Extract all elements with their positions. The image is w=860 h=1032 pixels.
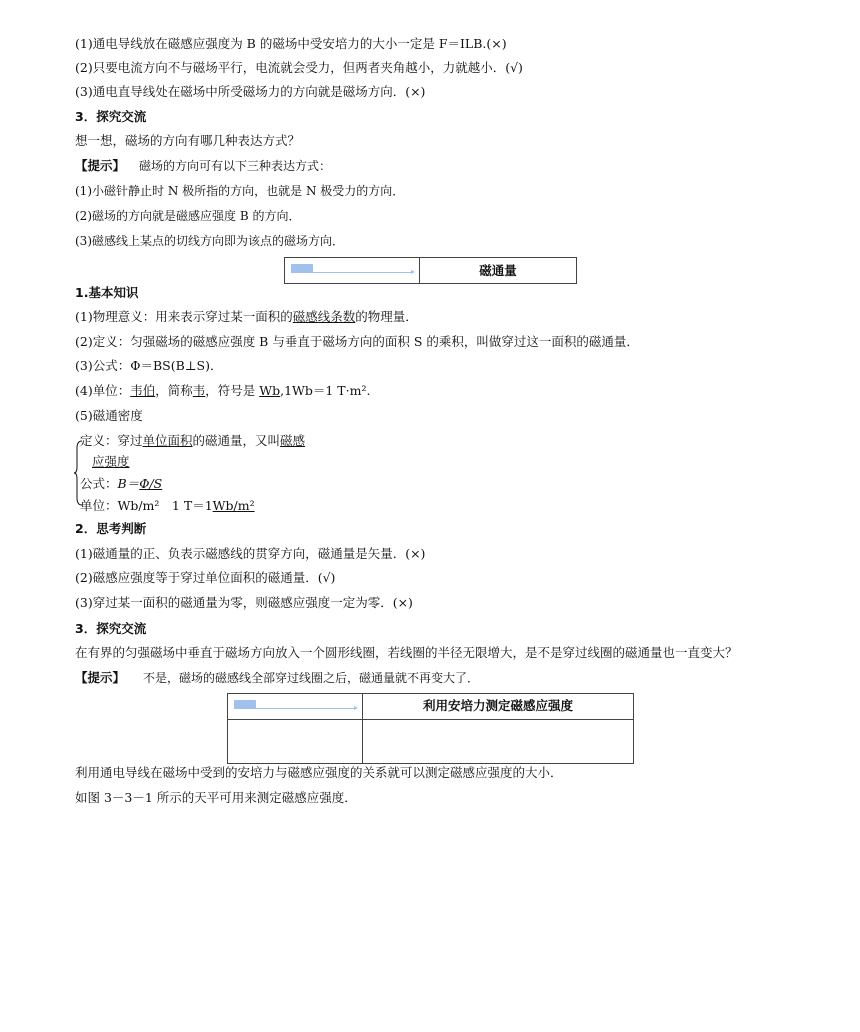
judge-item-2: (2)磁感应强度等于穿过单位面积的磁通量．(√) [75, 570, 336, 585]
judge-item-3: (3)通电直导线处在磁场中所受磁场力的方向就是磁场方向．(×) [75, 84, 426, 99]
table-label-cell [285, 258, 420, 283]
hint-text: 不是，磁场的磁感线全部穿过线圈之后，磁通量就不再变大了． [143, 671, 480, 685]
section-heading: 2．思考判断 [75, 521, 147, 536]
blank-answer: Wb [259, 383, 281, 398]
flux-density-definition-cont [92, 454, 130, 470]
section-table-ampere-force [227, 693, 634, 764]
table-row-divider [228, 719, 362, 720]
hint-item-1: (1)小磁针静止时 N 极所指的方向，也就是 N 极受力的方向． [75, 184, 405, 198]
section-heading: 3．探究交流 [75, 621, 147, 636]
hint-label: 【提示】 [75, 670, 126, 685]
table-header: 利用安培力测定磁感应强度 [422, 698, 573, 713]
flux-density-definition: 定义：穿过单位面积的磁通量，又叫磁感 [80, 433, 306, 448]
blank-answer: 韦伯 [130, 383, 156, 398]
hint-line [75, 670, 479, 686]
section-table-magnetic-flux [284, 257, 577, 284]
blank-answer: Φ/S [139, 476, 163, 491]
blank-answer: 磁感线条数 [292, 309, 356, 324]
judge-item-1: (1)通电导线放在磁感应强度为 B 的磁场中受安培力的大小一定是 F＝ILB.(×) [75, 36, 507, 51]
judge-item-2: (2)只要电流方向不与磁场平行，电流就会受力，但两者夹角越小，力就越小．(√) [75, 60, 523, 75]
basic-knowledge-heading: 1.基本知识 [75, 285, 139, 300]
blank-answer: 应强度 [92, 454, 130, 469]
blank-answer: 韦 [192, 383, 206, 398]
curly-brace [74, 440, 84, 506]
knowledge-item-5: (5)磁通密度 [75, 408, 143, 423]
judge-item-3: (3)穿过某一面积的磁通量为零，则磁感应强度一定为零．(×) [75, 595, 413, 610]
hint-label: 【提示】 [75, 158, 126, 173]
hint-text: 磁场的方向可有以下三种表达方式： [139, 159, 332, 173]
arrow-icon [291, 272, 411, 273]
blank-answer: 单位面积 [142, 433, 193, 448]
section-heading: 3．探究交流 [75, 109, 147, 124]
table-header: 磁通量 [479, 263, 517, 278]
table-row-divider [363, 719, 633, 720]
hint-line [75, 158, 331, 174]
question-text: 在有界的匀强磁场中垂直于磁场方向放入一个圆形线圈，若线圈的半径无限增大，是不是穿过线圈的磁通量也一直变大？ [75, 645, 738, 660]
knowledge-item-1: (1)物理意义：用来表示穿过某一面积的磁感线条数的物理量． [75, 309, 418, 324]
arrow-icon [234, 708, 354, 709]
flux-density-formula: 公式：B＝Φ/S [80, 476, 163, 491]
hint-item-3: (3)磁感线上某点的切线方向即为该点的磁场方向． [75, 234, 344, 248]
knowledge-item-2: (2)定义：匀强磁场的磁感应强度 B 与垂直于磁场方向的面积 S 的乘积，叫做穿过这一面积的磁通量． [75, 334, 639, 349]
table-header-cell [420, 258, 576, 283]
body-paragraph-1: 利用通电导线在磁场中受到的安培力与磁感应强度的关系就可以测定磁感应强度的大小． [75, 765, 563, 780]
blank-answer: 磁感 [280, 433, 306, 448]
question-text: 想一想，磁场的方向有哪几种表达方式？ [75, 133, 301, 148]
judge-item-1: (1)磁通量的正、负表示磁感线的贯穿方向，磁通量是矢量．(×) [75, 546, 426, 561]
flux-density-unit: 单位：Wb/m² 1 T＝1Wb/m² [80, 498, 255, 513]
table-header-cell [363, 694, 633, 763]
table-label-cell [228, 694, 363, 763]
blank-answer: Wb/m² [212, 498, 255, 513]
knowledge-item-3: (3)公式：Φ＝BS(B⊥S)． [75, 358, 223, 373]
body-paragraph-2: 如图 3－3－1 所示的天平可用来测定磁感应强度． [75, 790, 357, 805]
knowledge-item-4: (4)单位：韦伯，简称韦，符号是 Wb,1Wb＝1 T·m². [75, 383, 371, 398]
hint-item-2: (2)磁场的方向就是磁感应强度 B 的方向． [75, 209, 301, 223]
